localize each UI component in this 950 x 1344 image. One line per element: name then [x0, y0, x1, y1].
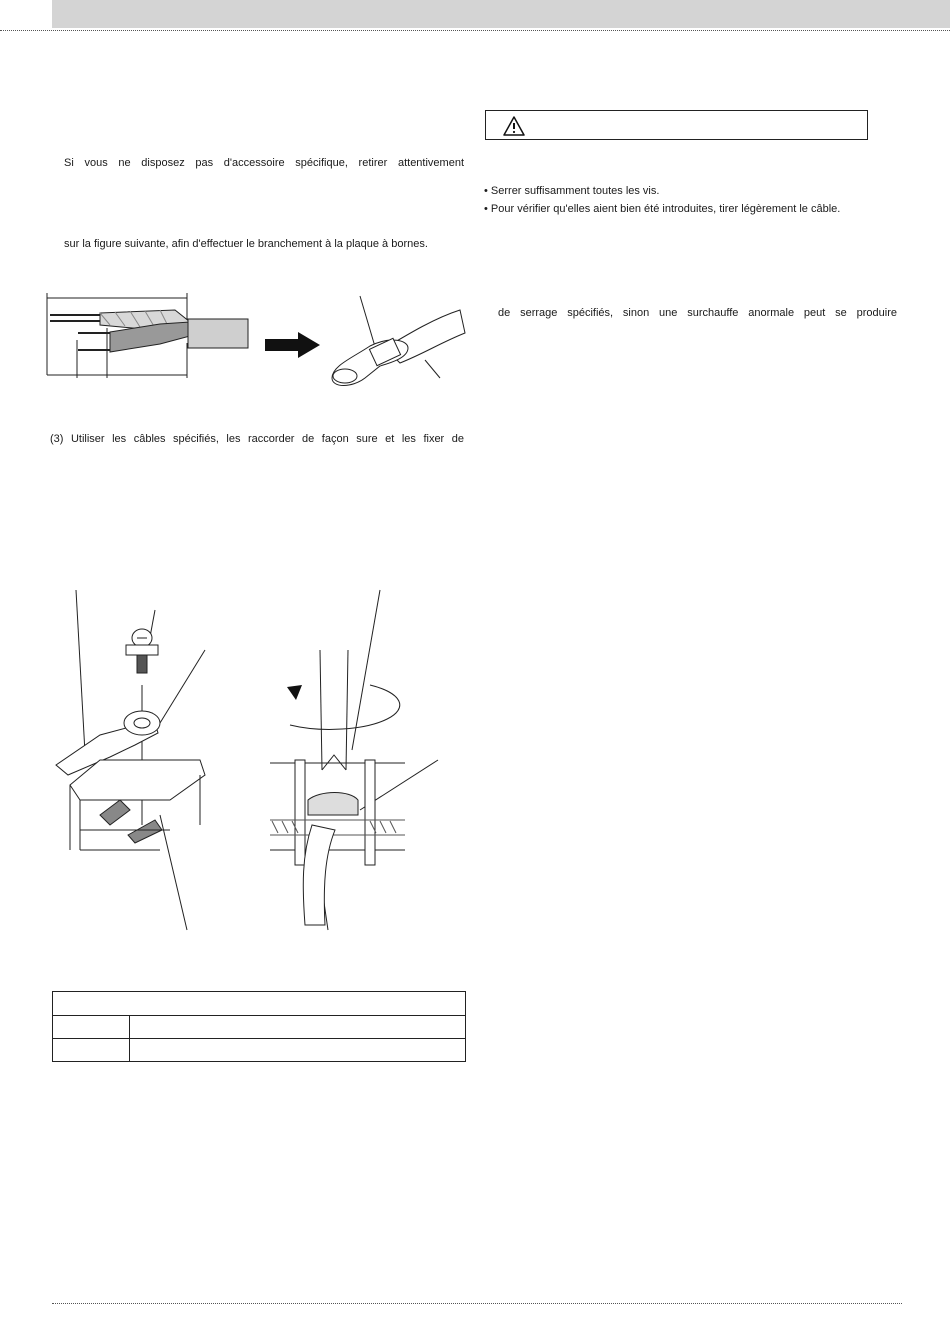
- paragraph-1-line-1: Si vous ne disposez pas d'accessoire spécifique, retirer attentivement: [64, 157, 464, 169]
- bottom-dotted-rule: [52, 1303, 902, 1304]
- bullet-2: • Pour vérifier qu'elles aient bien été introduites, tirer légèrement le câble.: [484, 203, 841, 215]
- spec-table: [52, 991, 466, 1062]
- paragraph-1-line-2: sur la figure suivante, afin d'effectuer le branchement à la plaque à bornes.: [64, 238, 428, 250]
- page-header-bar: [52, 0, 950, 28]
- wire-stripping-figure: [40, 288, 470, 408]
- spec-table-row-divider-1: [53, 1015, 465, 1016]
- step-3-line-1: (3) Utiliser les câbles spécifiés, les raccorder de façon sure et les fixer de: [50, 433, 464, 445]
- terminal-block-figure: [40, 585, 470, 945]
- warning-triangle-icon: [503, 116, 525, 136]
- warning-box: [485, 110, 868, 140]
- top-dotted-rule: [0, 30, 950, 31]
- rotation-arrow-icon: [287, 685, 302, 700]
- spec-table-column-divider: [129, 1015, 130, 1061]
- right-arrow-icon: [265, 332, 320, 358]
- torque-warning-line: de serrage spécifiés, sinon une surchauffe anormale peut se produire: [498, 307, 897, 319]
- bullet-1: • Serrer suffisamment toutes les vis.: [484, 185, 660, 197]
- spec-table-row-divider-2: [53, 1038, 465, 1039]
